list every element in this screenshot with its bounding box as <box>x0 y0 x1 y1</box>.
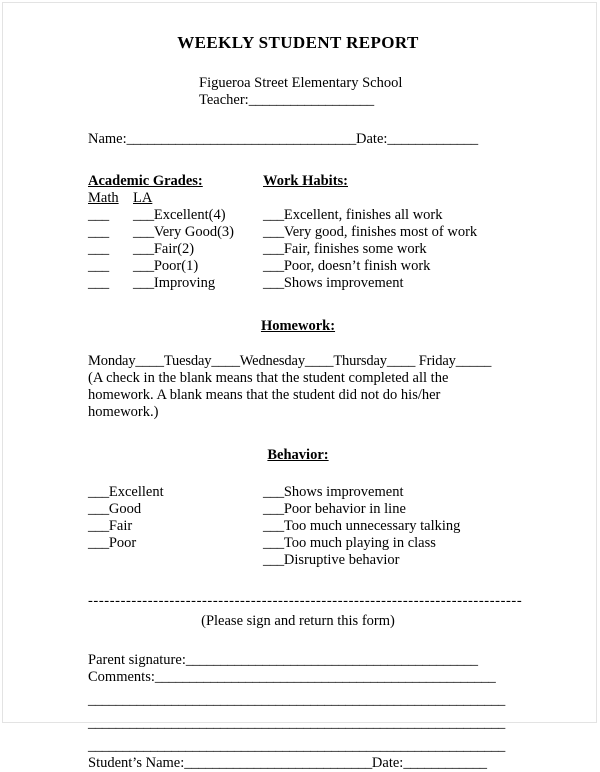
work-habit-row[interactable] <box>263 275 508 292</box>
behavior-blank[interactable]: ___ <box>88 535 109 551</box>
date-blank[interactable]: _____________ <box>387 131 478 147</box>
behavior-blank[interactable]: ___ <box>88 501 109 517</box>
teacher-field[interactable] <box>199 92 508 109</box>
la-blank[interactable]: ___ <box>133 258 154 274</box>
behavior-right-list <box>263 484 508 569</box>
homework-note <box>88 370 508 421</box>
homework-note-line: homework.) <box>88 404 159 420</box>
work-habit-label: Very good, finishes most of work <box>283 224 478 240</box>
work-habit-blank[interactable]: ___ <box>263 224 284 240</box>
teacher-label: Teacher: <box>199 92 249 108</box>
behavior-blank[interactable]: ___ <box>263 501 284 517</box>
behavior-row[interactable] <box>263 501 508 518</box>
behavior-left-list <box>88 484 263 569</box>
student-name-field[interactable] <box>88 755 508 772</box>
la-blank[interactable]: ___ <box>133 207 154 223</box>
la-blank[interactable]: ___ <box>133 224 154 240</box>
behavior-label: Poor <box>108 535 137 551</box>
grade-label: Very Good(3) <box>153 224 234 240</box>
grade-row[interactable] <box>88 241 263 258</box>
parent-signature-field[interactable] <box>88 652 508 669</box>
work-habit-blank[interactable]: ___ <box>263 258 284 274</box>
work-habits-heading: Work Habits: <box>263 173 348 189</box>
comments-rule[interactable]: ____________________________________________________________ <box>88 692 506 708</box>
behavior-blank[interactable]: ___ <box>263 518 284 534</box>
work-habit-blank[interactable]: ___ <box>263 241 284 257</box>
grade-row[interactable] <box>88 207 263 224</box>
work-habit-blank[interactable]: ___ <box>263 207 284 223</box>
homework-heading-row <box>88 318 508 335</box>
name-date-row <box>88 131 508 148</box>
math-blank[interactable]: ___ <box>88 258 109 274</box>
math-blank[interactable]: ___ <box>88 275 109 291</box>
behavior-label: Disruptive behavior <box>283 552 400 568</box>
grade-label: Excellent(4) <box>153 207 226 223</box>
grades-habits-body <box>88 207 508 292</box>
behavior-body <box>88 484 508 569</box>
parent-signature-label: Parent signature: <box>88 652 186 668</box>
name-blank[interactable]: _________________________________ <box>126 131 357 147</box>
math-blank[interactable]: ___ <box>88 241 109 257</box>
work-habit-label: Fair, finishes some work <box>283 241 427 257</box>
grade-row[interactable] <box>88 224 263 241</box>
behavior-label: Too much playing in class <box>283 535 436 551</box>
behavior-blank[interactable]: ___ <box>88 484 109 500</box>
behavior-label: Too much unnecessary talking <box>283 518 461 534</box>
behavior-label: Fair <box>108 518 133 534</box>
behavior-label: Good <box>108 501 142 517</box>
grade-row[interactable] <box>88 275 263 292</box>
behavior-heading: Behavior: <box>267 447 329 463</box>
la-blank[interactable]: ___ <box>133 241 154 257</box>
behavior-blank[interactable]: ___ <box>263 552 284 568</box>
behavior-heading-row <box>88 447 508 464</box>
math-blank[interactable]: ___ <box>88 207 109 223</box>
math-blank[interactable]: ___ <box>88 224 109 240</box>
work-habit-row[interactable] <box>263 207 508 224</box>
work-habit-label: Shows improvement <box>283 275 404 291</box>
behavior-label: Excellent <box>108 484 164 500</box>
grades-column-headers <box>88 190 508 207</box>
work-habit-row[interactable] <box>263 241 508 258</box>
behavior-blank[interactable]: ___ <box>88 518 109 534</box>
grades-habits-headings <box>88 172 508 190</box>
grade-label: Poor(1) <box>153 258 199 274</box>
academic-grades-heading: Academic Grades: <box>88 173 203 189</box>
la-blank[interactable]: ___ <box>133 275 154 291</box>
school-header <box>88 75 508 109</box>
comments-blank[interactable]: _________________________________________________ <box>154 669 496 685</box>
grade-row[interactable] <box>88 258 263 275</box>
behavior-row[interactable] <box>88 501 263 518</box>
sign-and-return-note: (Please sign and return this form) <box>201 613 395 629</box>
comments-label: Comments: <box>88 669 155 685</box>
grade-label: Fair(2) <box>153 241 195 257</box>
name-label: Name: <box>88 131 127 147</box>
behavior-row[interactable] <box>88 484 263 501</box>
form-body <box>88 0 523 772</box>
student-date-label: Date: <box>371 755 404 771</box>
school-name: Figueroa Street Elementary School <box>199 75 403 91</box>
work-habit-label: Poor, doesn’t finish work <box>283 258 431 274</box>
comments-rule[interactable]: ____________________________________________________________ <box>88 715 506 731</box>
parent-signature-blank[interactable]: __________________________________________ <box>185 652 478 668</box>
comments-field[interactable] <box>88 669 508 686</box>
work-habit-row[interactable] <box>263 224 508 241</box>
page-title: WEEKLY STUDENT REPORT <box>177 33 419 52</box>
academic-grades-list <box>88 207 263 292</box>
student-name-blank[interactable]: ___________________________ <box>184 755 372 771</box>
student-name-label: Student’s Name: <box>88 755 185 771</box>
grade-label: Improving <box>153 275 216 291</box>
dashed-separator: -------------------------------------------------------------------------------- <box>88 593 523 609</box>
behavior-blank[interactable]: ___ <box>263 535 284 551</box>
column-header-la: LA <box>133 190 153 206</box>
behavior-label: Shows improvement <box>283 484 404 500</box>
work-habit-label: Excellent, finishes all work <box>283 207 443 223</box>
column-header-math: Math <box>88 190 119 206</box>
work-habit-blank[interactable]: ___ <box>263 275 284 291</box>
student-date-blank[interactable]: ____________ <box>403 755 487 771</box>
homework-note-line: homework. A blank means that the student did not do his/her <box>88 387 441 403</box>
behavior-row[interactable] <box>263 484 508 501</box>
behavior-row[interactable] <box>263 535 508 552</box>
date-label: Date: <box>356 131 388 147</box>
signature-block <box>88 652 508 772</box>
work-habit-row[interactable] <box>263 258 508 275</box>
comments-rule[interactable]: ____________________________________________________________ <box>88 738 506 754</box>
work-habits-heading-cell <box>263 172 508 190</box>
teacher-blank[interactable]: __________________ <box>248 92 374 108</box>
behavior-row[interactable] <box>263 552 508 569</box>
behavior-label: Poor behavior in line <box>283 501 406 517</box>
homework-heading: Homework: <box>260 318 336 334</box>
behavior-row[interactable] <box>88 535 263 552</box>
homework-days-row[interactable]: Monday____Tuesday____Wednesday____Thursday____ Friday_____ <box>88 353 492 369</box>
homework-note-line: (A check in the blank means that the student completed all the <box>88 370 449 386</box>
behavior-row[interactable] <box>263 518 508 535</box>
academic-grades-heading-cell <box>88 172 263 190</box>
work-habits-list <box>263 207 508 292</box>
behavior-blank[interactable]: ___ <box>263 484 284 500</box>
behavior-row[interactable] <box>88 518 263 535</box>
